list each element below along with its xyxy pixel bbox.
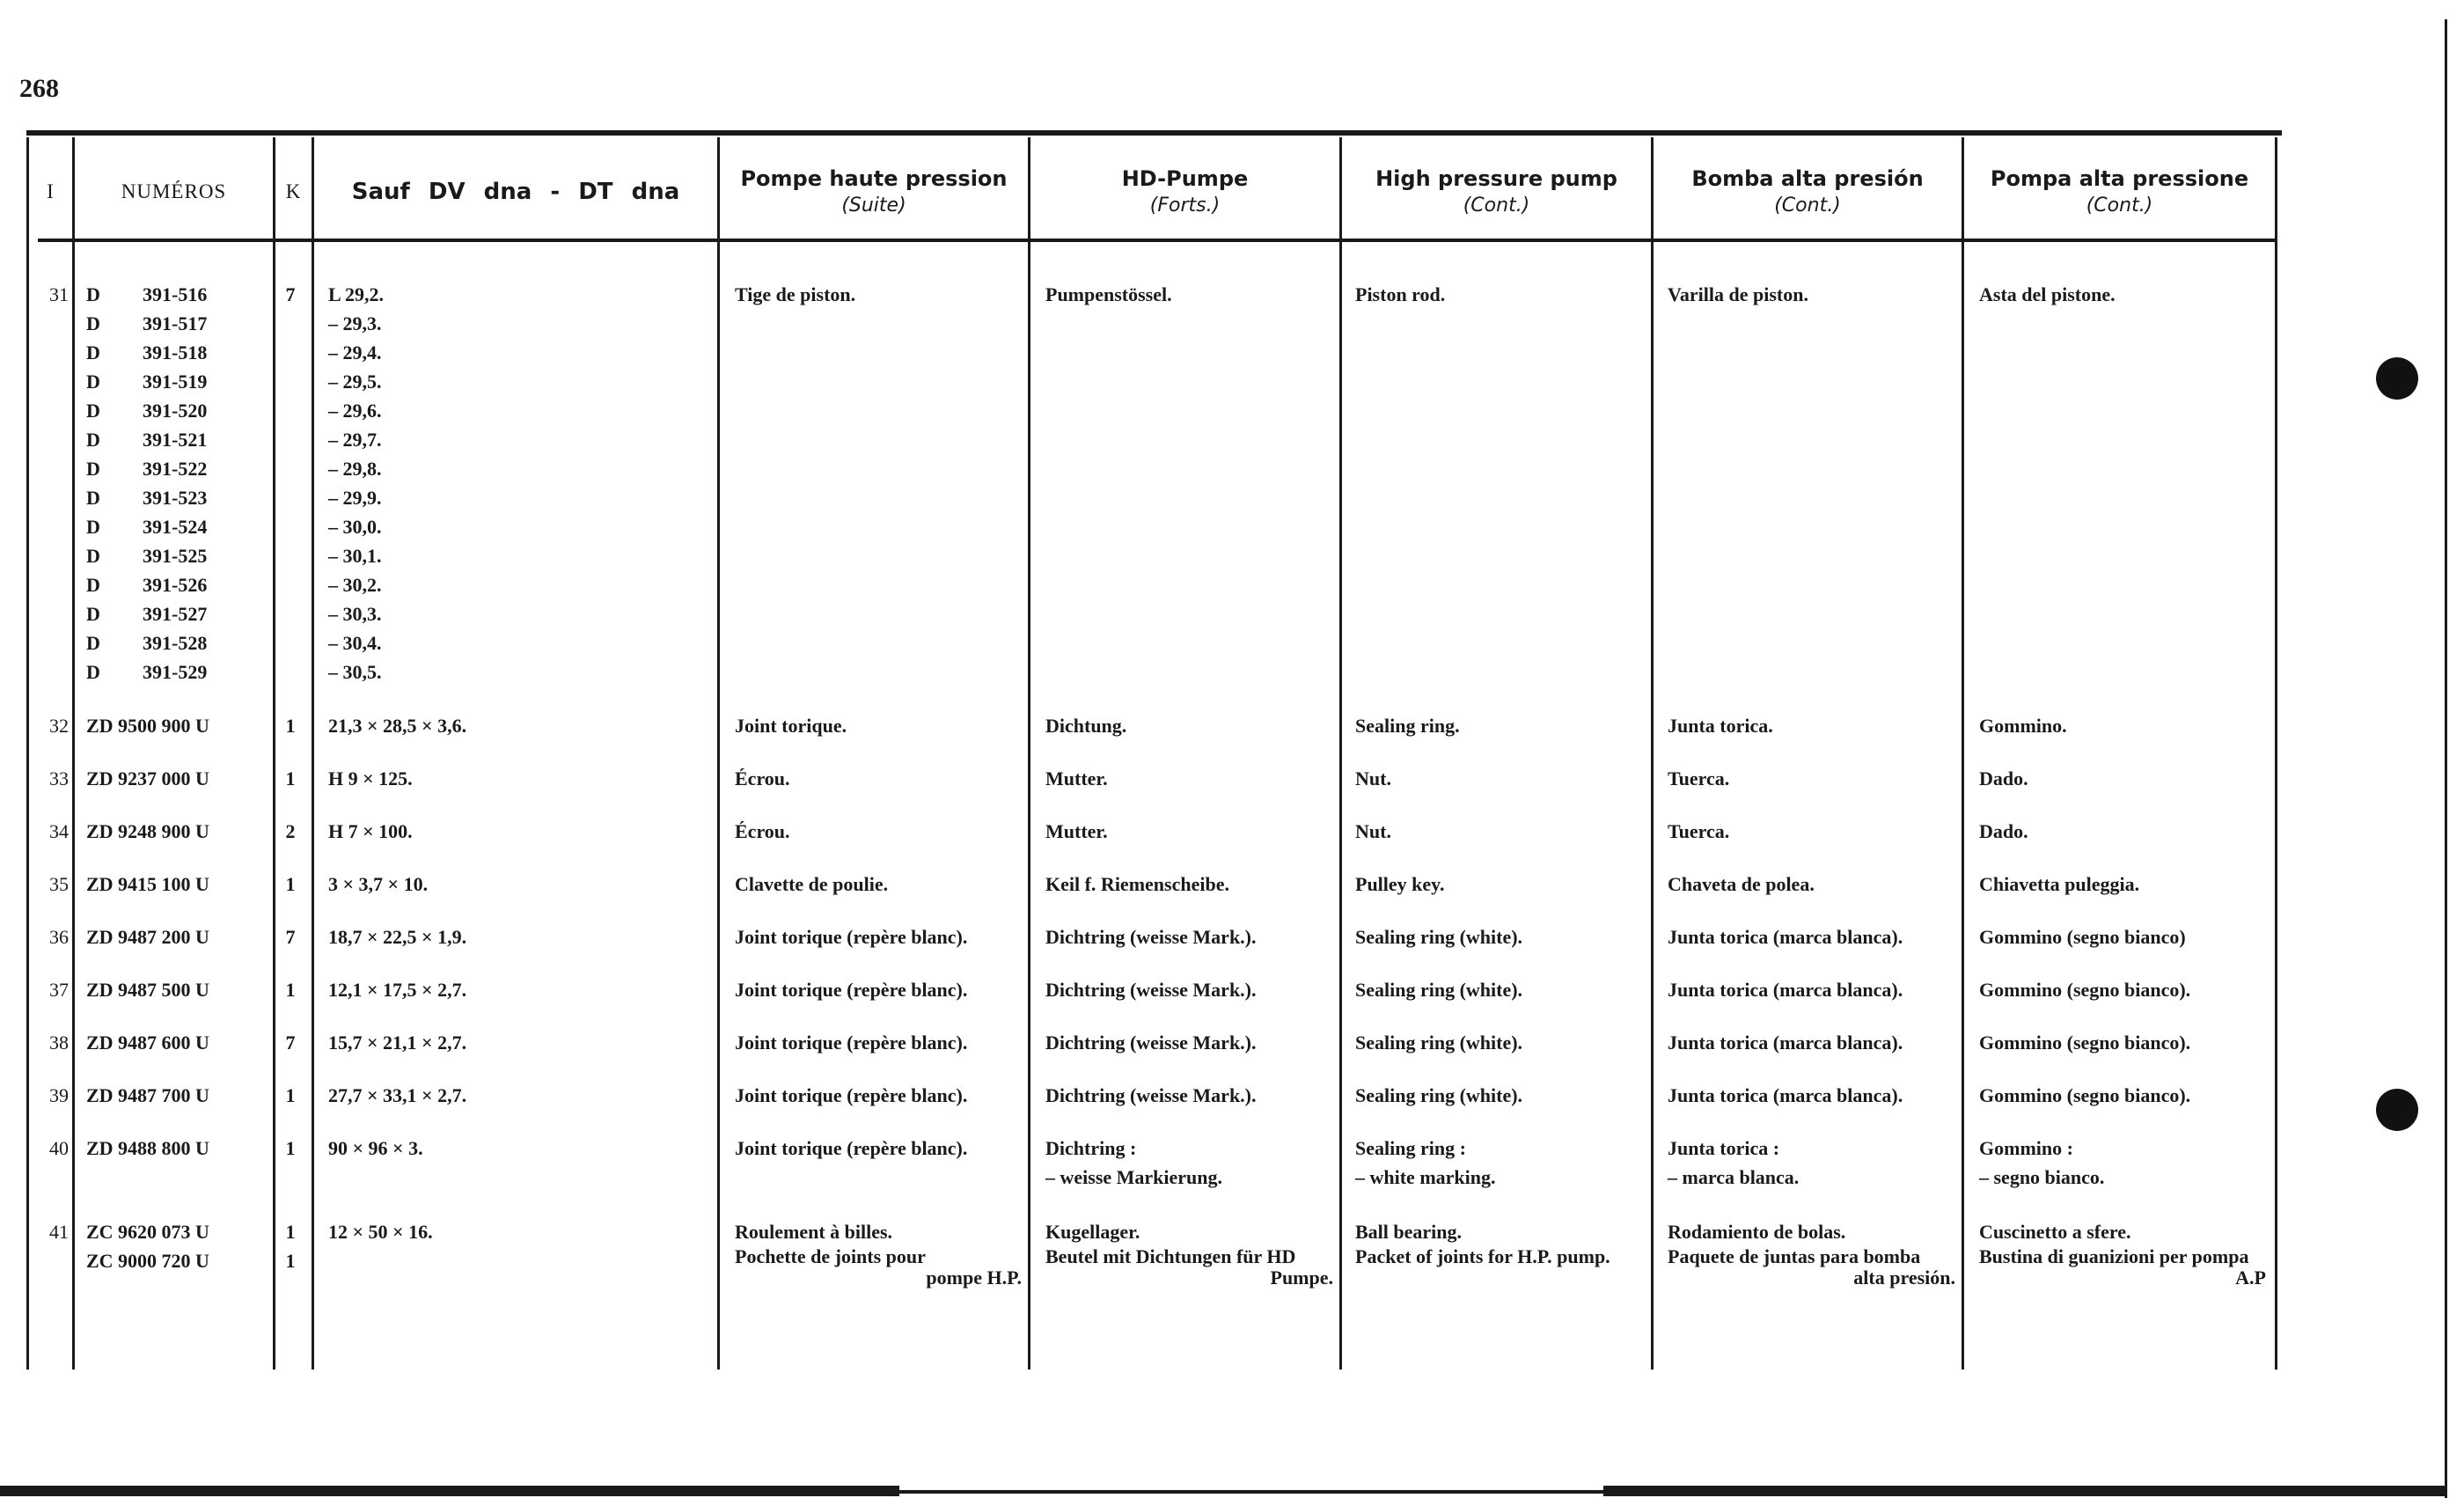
bottom-rule [1603,1486,2446,1496]
part-number: ZD 9500 900 U [86,715,209,737]
row-quantity: 1 [285,715,296,737]
part-dimension: – 29,4. [328,341,382,363]
column-rule [1339,137,1342,1369]
part-number: ZD 9488 800 U [86,1137,209,1159]
header-french-sub: (Suite) [841,195,906,217]
header-german-title: HD-Pumpe [1121,166,1249,191]
desc-italian-cont: A.P [2235,1267,2266,1289]
row-index: 37 [49,979,69,1001]
part-number: D 391-519 [86,371,208,393]
desc-english: Sealing ring : [1355,1137,1466,1159]
desc-french: Roulement à billes. [735,1221,893,1243]
part-dimension: 15,7 × 21,1 × 2,7. [328,1032,467,1054]
part-number: ZD 9415 100 U [86,873,209,895]
desc-italian: Dado. [1979,820,2028,842]
header-german [1030,148,1339,236]
row-index: 39 [49,1084,69,1106]
desc-spanish-note: – marca blanca. [1668,1166,1800,1188]
header-german-sub: (Forts.) [1149,195,1221,217]
column-rule [312,137,314,1369]
part-number: D 391-523 [86,487,208,509]
row-quantity: 1 [285,767,296,789]
part-dimension: – 30,2. [328,574,382,596]
part-number: D 391-529 [86,661,208,683]
desc-english: Sealing ring (white). [1355,926,1523,948]
part-dimension: 27,7 × 33,1 × 2,7. [328,1084,467,1106]
desc-german-cont: Pumpe. [1270,1267,1333,1289]
header-dimensions-label: Sauf DV dna - DT dna [351,179,680,205]
header-italian-title: Pompa alta pressione [1990,166,2249,191]
part-number: ZD 9487 700 U [86,1084,209,1106]
desc-italian: Asta del pistone. [1979,283,2116,305]
part-number: D 391-525 [86,545,208,567]
header-index [26,148,75,236]
desc-english: Sealing ring (white). [1355,1032,1523,1054]
desc-french: Écrou. [735,767,790,789]
desc-french: Tige de piston. [735,283,856,305]
desc-english: Nut. [1355,767,1391,789]
row-index: 41 [49,1221,69,1243]
desc-german: Mutter. [1045,767,1108,789]
desc-spanish: Chaveta de polea. [1668,873,1815,895]
desc-spanish: Junta torica (marca blanca). [1668,1032,1903,1054]
desc-italian: Chiavetta puleggia. [1979,873,2140,895]
part-dimension: – 29,3. [328,312,382,334]
table-top-border [26,130,2282,136]
header-index-label: I [47,180,55,202]
part-number: ZC 9620 073 U [86,1221,209,1243]
header-spanish-sub: (Cont.) [1774,195,1841,217]
row-quantity: 1 [285,873,296,895]
part-dimension: 18,7 × 22,5 × 1,9. [328,926,467,948]
desc-german: Dichtring (weisse Mark.). [1045,926,1257,948]
desc-italian: Gommino. [1979,715,2067,737]
desc-german: Keil f. Riemenscheibe. [1045,873,1229,895]
header-numbers [75,148,273,236]
desc-german: Dichtring (weisse Mark.). [1045,1032,1257,1054]
desc-french: Joint torique (repère blanc). [735,926,968,948]
part-dimension: – 29,5. [328,371,382,393]
column-rule [1962,137,1964,1369]
desc-german: Kugellager. [1045,1221,1140,1243]
row-quantity: 1 [285,1137,296,1159]
desc-italian: Gommino (segno bianco). [1979,979,2191,1001]
header-divider [38,239,2277,242]
header-english-sub: (Cont.) [1463,195,1530,217]
desc-english: Pulley key. [1355,873,1445,895]
desc-spanish: Junta torica : [1668,1137,1780,1159]
desc-spanish-cont: alta presión. [1853,1267,1955,1289]
desc-french: Joint torique (repère blanc). [735,979,968,1001]
row-quantity: 1 [285,1084,296,1106]
part-number: D 391-528 [86,632,208,654]
column-rule [2275,137,2277,1369]
desc-german-note: – weisse Markierung. [1045,1166,1223,1188]
part-dimension: – 30,1. [328,545,382,567]
desc-french: Joint torique (repère blanc). [735,1137,968,1159]
header-numbers-label: NUMÉROS [121,180,227,202]
row-quantity: 7 [285,1032,296,1054]
part-number: D 391-524 [86,516,208,538]
desc-french: Clavette de poulie. [735,873,889,895]
part-dimension: L 29,2. [328,283,384,305]
part-dimension: – 30,4. [328,632,382,654]
bottom-rule [899,1490,1603,1494]
part-dimension: – 29,7. [328,429,382,451]
header-english-title: High pressure pump [1375,166,1617,191]
desc-german: Beutel mit Dichtungen für HD [1045,1245,1296,1267]
desc-english: Piston rod. [1355,283,1446,305]
part-number: ZD 9237 000 U [86,767,209,789]
part-number: D 391-518 [86,341,208,363]
header-italian-sub: (Cont.) [2086,195,2153,217]
page-number: 268 [19,74,59,103]
part-dimension: – 30,0. [328,516,382,538]
bottom-rule [0,1486,899,1496]
header-english [1342,148,1651,236]
desc-spanish: Tuerca. [1668,820,1730,842]
part-number: D 391-527 [86,603,208,625]
part-dimension: 12,1 × 17,5 × 2,7. [328,979,467,1001]
desc-german: Dichtring : [1045,1137,1137,1159]
desc-spanish: Varilla de piston. [1668,283,1808,305]
header-spanish-title: Bomba alta presión [1691,166,1924,191]
desc-spanish: Junta torica (marca blanca). [1668,1084,1903,1106]
row-quantity: 7 [285,926,296,948]
desc-english: Ball bearing. [1355,1221,1463,1243]
desc-spanish: Rodamiento de bolas. [1668,1221,1846,1243]
desc-english: Nut. [1355,820,1391,842]
desc-spanish: Junta torica (marca blanca). [1668,979,1903,1001]
column-rule [717,137,720,1369]
column-rule [1651,137,1654,1369]
row-quantity: 1 [285,1250,296,1272]
header-k [275,148,312,236]
desc-spanish: Junta torica. [1668,715,1773,737]
column-rule [273,137,275,1369]
desc-french: Pochette de joints pour [735,1245,926,1267]
part-dimension: – 30,3. [328,603,382,625]
desc-spanish: Junta torica (marca blanca). [1668,926,1903,948]
desc-french: Écrou. [735,820,790,842]
row-quantity: 2 [285,820,296,842]
part-dimension: – 30,5. [328,661,382,683]
part-dimension: – 29,6. [328,400,382,422]
desc-spanish: Tuerca. [1668,767,1730,789]
column-rule [26,137,29,1369]
desc-french: Joint torique. [735,715,847,737]
row-index: 40 [49,1137,69,1159]
part-number: ZD 9248 900 U [86,820,209,842]
desc-german: Pumpenstössel. [1045,283,1172,305]
row-quantity: 7 [285,283,296,305]
part-dimension: H 9 × 125. [328,767,413,789]
desc-german: Dichtring (weisse Mark.). [1045,979,1257,1001]
part-dimension: – 29,8. [328,458,382,480]
desc-italian: Gommino (segno bianco). [1979,1084,2191,1106]
desc-english: Packet of joints for H.P. pump. [1355,1245,1610,1267]
right-margin-rule [2445,19,2447,1498]
header-k-label: K [285,180,302,202]
column-rule [72,137,75,1369]
header-spanish [1654,148,1962,236]
header-italian [1964,148,2275,236]
row-quantity: 1 [285,979,296,1001]
desc-italian: Gommino (segno bianco). [1979,1032,2191,1054]
part-dimension: H 7 × 100. [328,820,413,842]
part-number: ZC 9000 720 U [86,1250,209,1272]
desc-english-note: – white marking. [1355,1166,1496,1188]
desc-english: Sealing ring (white). [1355,979,1523,1001]
header-dimensions [314,148,717,236]
part-number: D 391-517 [86,312,208,334]
row-index: 35 [49,873,69,895]
part-number: D 391-522 [86,458,208,480]
part-number: ZD 9487 500 U [86,979,209,1001]
part-number: D 391-521 [86,429,208,451]
desc-italian: Dado. [1979,767,2028,789]
part-number: ZD 9487 600 U [86,1032,209,1054]
part-number: D 391-520 [86,400,208,422]
part-dimension: 3 × 3,7 × 10. [328,873,429,895]
part-number: D 391-526 [86,574,208,596]
desc-french: Joint torique (repère blanc). [735,1032,968,1054]
part-dimension: – 29,9. [328,487,382,509]
column-rule [1028,137,1030,1369]
desc-spanish: Paquete de juntas para bomba [1668,1245,1921,1267]
desc-english: Sealing ring (white). [1355,1084,1523,1106]
header-french-title: Pompe haute pression [740,166,1008,191]
header-french [720,148,1028,236]
desc-english: Sealing ring. [1355,715,1460,737]
desc-italian: Gommino (segno bianco) [1979,926,2186,948]
row-index: 32 [49,715,69,737]
binder-hole [2376,1089,2418,1131]
row-index: 31 [49,283,69,305]
desc-french-cont: pompe H.P. [926,1267,1022,1289]
part-number: ZD 9487 200 U [86,926,209,948]
desc-german: Dichtring (weisse Mark.). [1045,1084,1257,1106]
row-index: 34 [49,820,69,842]
desc-italian: Bustina di guanizioni per pompa [1979,1245,2249,1267]
part-dimension: 21,3 × 28,5 × 3,6. [328,715,467,737]
row-index: 38 [49,1032,69,1054]
desc-italian-note: – segno bianco. [1979,1166,2105,1188]
desc-french: Joint torique (repère blanc). [735,1084,968,1106]
binder-hole [2376,357,2418,400]
part-dimension: 12 × 50 × 16. [328,1221,433,1243]
row-index: 33 [49,767,69,789]
row-quantity: 1 [285,1221,296,1243]
row-index: 36 [49,926,69,948]
desc-german: Dichtung. [1045,715,1127,737]
desc-german: Mutter. [1045,820,1108,842]
part-number: D 391-516 [86,283,208,305]
desc-italian: Cuscinetto a sfere. [1979,1221,2131,1243]
part-dimension: 90 × 96 × 3. [328,1137,423,1159]
desc-italian: Gommino : [1979,1137,2073,1159]
